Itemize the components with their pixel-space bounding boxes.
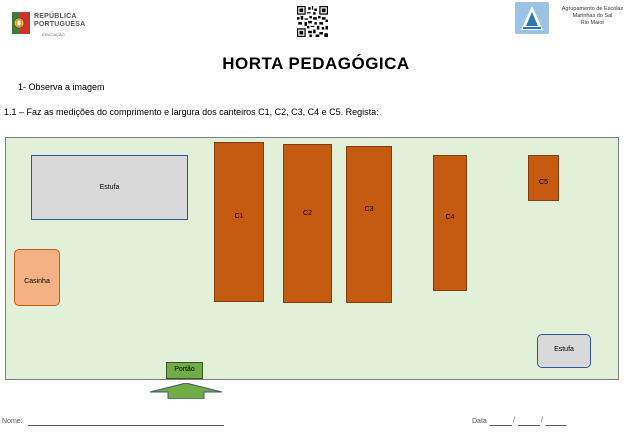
date-month-line[interactable]	[518, 425, 540, 426]
bed-c5	[528, 155, 559, 201]
school-name-line2: Marinhas do Sal	[572, 13, 613, 19]
greenhouse-large-label: Estufa	[99, 184, 120, 191]
school-name-line1: Agrupamento de Escolas	[561, 6, 624, 12]
bed-c5-label: C5	[539, 179, 548, 186]
greenhouse-large	[31, 155, 188, 220]
qr-code-icon	[297, 6, 328, 37]
coat-of-arms-icon	[12, 12, 30, 34]
bed-c4-label: C4	[445, 214, 455, 221]
greenhouse-small-label: Estufa	[554, 346, 574, 353]
question-1-1: 1.1 – Faz as medições do comprimento e largura dos canteiros C1, C2, C3, C4 e C5. Regista:	[4, 107, 379, 117]
logo-text-line1: REPÚBLICA	[34, 13, 77, 20]
bed-c3	[346, 146, 392, 303]
name-label: Nome:	[2, 418, 23, 425]
shed-label: Casinha	[24, 278, 50, 285]
bed-c2	[283, 144, 332, 303]
gate-label: Portão	[174, 366, 195, 373]
bed-c3-label: C3	[364, 206, 374, 213]
date-separator: /	[541, 417, 543, 424]
date-day-line[interactable]	[490, 425, 512, 426]
entrance-arrow-icon	[150, 383, 222, 399]
bed-c2-label: C2	[303, 210, 312, 217]
gate	[166, 362, 203, 379]
name-field-line[interactable]	[28, 425, 224, 426]
school-name-line3: Rio Maior	[580, 20, 605, 26]
school-emblem-icon	[515, 2, 549, 34]
bed-c1-label: C1	[234, 213, 244, 220]
page-title: HORTA PEDAGÓGICA	[222, 54, 410, 73]
logo-text-line3: EDUCAÇÃO	[42, 32, 65, 37]
republica-portuguesa-logo	[12, 10, 112, 38]
date-label: Data	[472, 418, 487, 425]
garden-map	[5, 137, 619, 380]
greenhouse-small	[537, 334, 591, 368]
date-year-line[interactable]	[546, 425, 566, 426]
question-1: 1- Observa a imagem	[18, 82, 105, 92]
shed	[14, 249, 60, 306]
bed-c4	[433, 155, 467, 291]
bed-c1	[214, 142, 264, 302]
date-separator: /	[513, 417, 515, 424]
school-logo	[515, 2, 630, 38]
logo-text-line2: PORTUGUESA	[34, 21, 86, 28]
